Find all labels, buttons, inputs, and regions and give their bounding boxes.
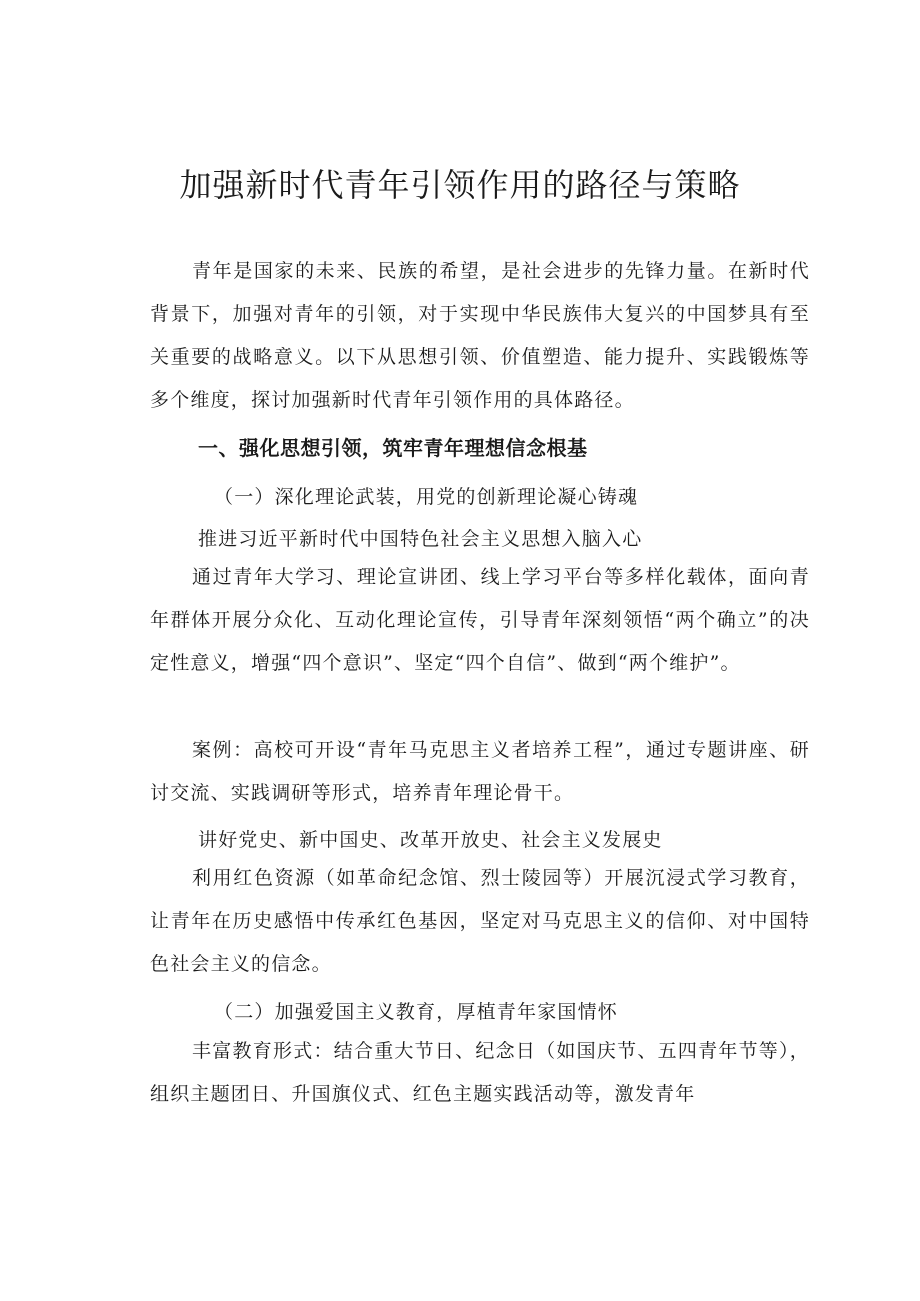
point-title-1: 推进习近平新时代中国特色社会主义思想入脑入心: [198, 528, 643, 550]
case-paragraph: 案例：高校可开设“青年马克思主义者培养工程”，通过专题讲座、研讨交流、实践调研等形式，培养青年理论骨干。: [150, 739, 810, 804]
subsection-heading-1: （一）深化理论武装，用党的创新理论凝心铸魂: [214, 486, 639, 508]
subsection-heading-2: （二）加强爱国主义教育，厚植青年家国情怀: [214, 1001, 619, 1023]
section-heading-1: 一、强化思想引领，筑牢青年理想信念根基: [198, 436, 588, 460]
point-body-2: 利用红色资源（如革命纪念馆、烈士陵园等）开展沉浸式学习教育，让青年在历史感悟中传承红色基因，坚定对马克思主义的信仰、对中国特色社会主义的信念。: [150, 867, 810, 975]
point-body-1: 通过青年大学习、理论宣讲团、线上学习平台等多样化载体，面向青年群体开展分众化、互动化理论宣传，引导青年深刻领悟“两个确立”的决定性意义，增强“四个意识”、坚定“四个自信”、做到“两个维护”。: [150, 566, 810, 674]
intro-paragraph: 青年是国家的未来、民族的希望，是社会进步的先锋力量。在新时代背景下，加强对青年的引领，对于实现中华民族伟大复兴的中国梦具有至关重要的战略意义。以下从思想引领、价值塑造、能力提升、实践锻炼等多个维度，探讨加强新时代青年引领作用的具体路径。: [150, 260, 810, 411]
point-body-3: 丰富教育形式：结合重大节日、纪念日（如国庆节、五四青年节等），组织主题团日、升国旗仪式、红色主题实践活动等，激发青年: [150, 1040, 810, 1105]
point-title-2: 讲好党史、新中国史、改革开放史、社会主义发展史: [198, 829, 663, 851]
document-title: 加强新时代青年引领作用的路径与策略: [179, 166, 741, 204]
